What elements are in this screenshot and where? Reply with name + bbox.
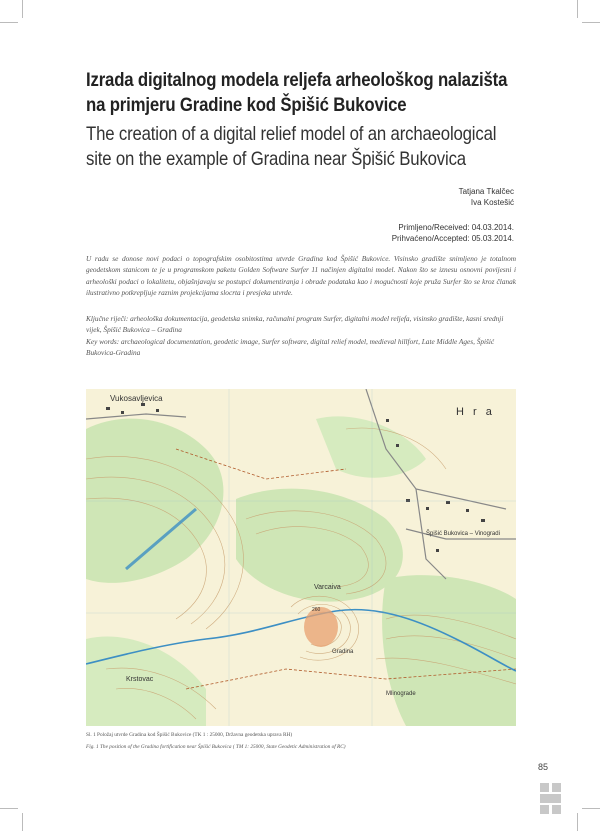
author-list — [459, 186, 514, 208]
crop-mark — [0, 22, 18, 23]
article-title-croatian: Izrada digitalnog modela reljefa arheološkog nalazišta na primjeru Gradine kod Špišić Bukovice — [86, 69, 508, 116]
gradina-site-marker — [304, 607, 338, 647]
map-label: Gradina — [332, 649, 354, 655]
crop-mark — [577, 813, 578, 831]
crop-mark — [577, 0, 578, 18]
article-title-english: The creation of a digital relief model of an archaeological site on the example of Gradina near Špišić Bukovica — [86, 123, 497, 170]
crop-mark — [22, 0, 23, 18]
journal-logo-icon — [539, 782, 563, 816]
page-number: 85 — [537, 762, 548, 772]
crop-mark — [582, 808, 600, 809]
figure-caption-croatian: Sl. 1 Položaj utvrde Gradina kod Špišić Bukovice (TK 1 : 25000, Državna geodetska uprava RH) — [86, 732, 293, 738]
crop-mark — [582, 22, 600, 23]
map-label: Krstovac — [126, 676, 154, 683]
date-block — [392, 222, 514, 244]
keywords-croatian: Ključne riječi: arheološka dokumentacija, geodetska snimka, računalni program Surfer, digitalni model reljefa, visinsko gradište, kasni srednji vijek, Špišić Bukovica – Gradina — [86, 314, 504, 335]
map-label: Špišić Bukovica – Vinogradi — [426, 531, 500, 537]
keywords-block — [86, 313, 516, 358]
abstract: U radu se donose novi podaci o topografskim osobitostima utvrde Gradina kod Špišić Bukovice. Visinsko gradište snimljeno je totalnom geodetskom stanicom te je u programskom paketu Golden Software Surfer 11 načinjen digitalni model. Nakon što se iznesu osnovni povijesni i arheološki podaci o lokalitetu, objašnjavaju se postupci dokumentiranja i obrade podataka kao i mogućnosti koje pruža Surfer što se kroz članak ilustrativno potkrepljuje raznim projekcijama slocrta i presjeka utvrde. — [86, 254, 516, 297]
map-label: Mlinograde — [386, 691, 416, 697]
crop-mark — [0, 808, 18, 809]
accepted-date: Prihvaćeno/Accepted: 05.03.2014. — [391, 234, 514, 243]
crop-mark — [22, 813, 23, 831]
map-label: Varcaiva — [314, 584, 341, 591]
keywords-english: Key words: archaeological documentation, geodetic image, Surfer software, digital relief model, medieval hillfort, Late Middle Ages, Špišić Bukovica-Gradina — [86, 336, 495, 357]
map-graphic — [86, 389, 516, 726]
author-name: Tatjana Tkalčec — [458, 187, 514, 196]
received-date: Primljeno/Received: 04.03.2014. — [398, 223, 514, 232]
topographic-map — [86, 389, 516, 726]
author-name: Iva Kostešić — [470, 198, 514, 207]
map-label: 260 — [312, 607, 321, 613]
map-label: Vukosavljevica — [110, 394, 163, 403]
figure-caption-english: Fig. 1 The position of the Gradina fortification near Špišić Bukovica ( TM 1: 25000, State Geodetic Administration of RC) — [86, 744, 346, 750]
map-label: H r a — [456, 406, 495, 418]
